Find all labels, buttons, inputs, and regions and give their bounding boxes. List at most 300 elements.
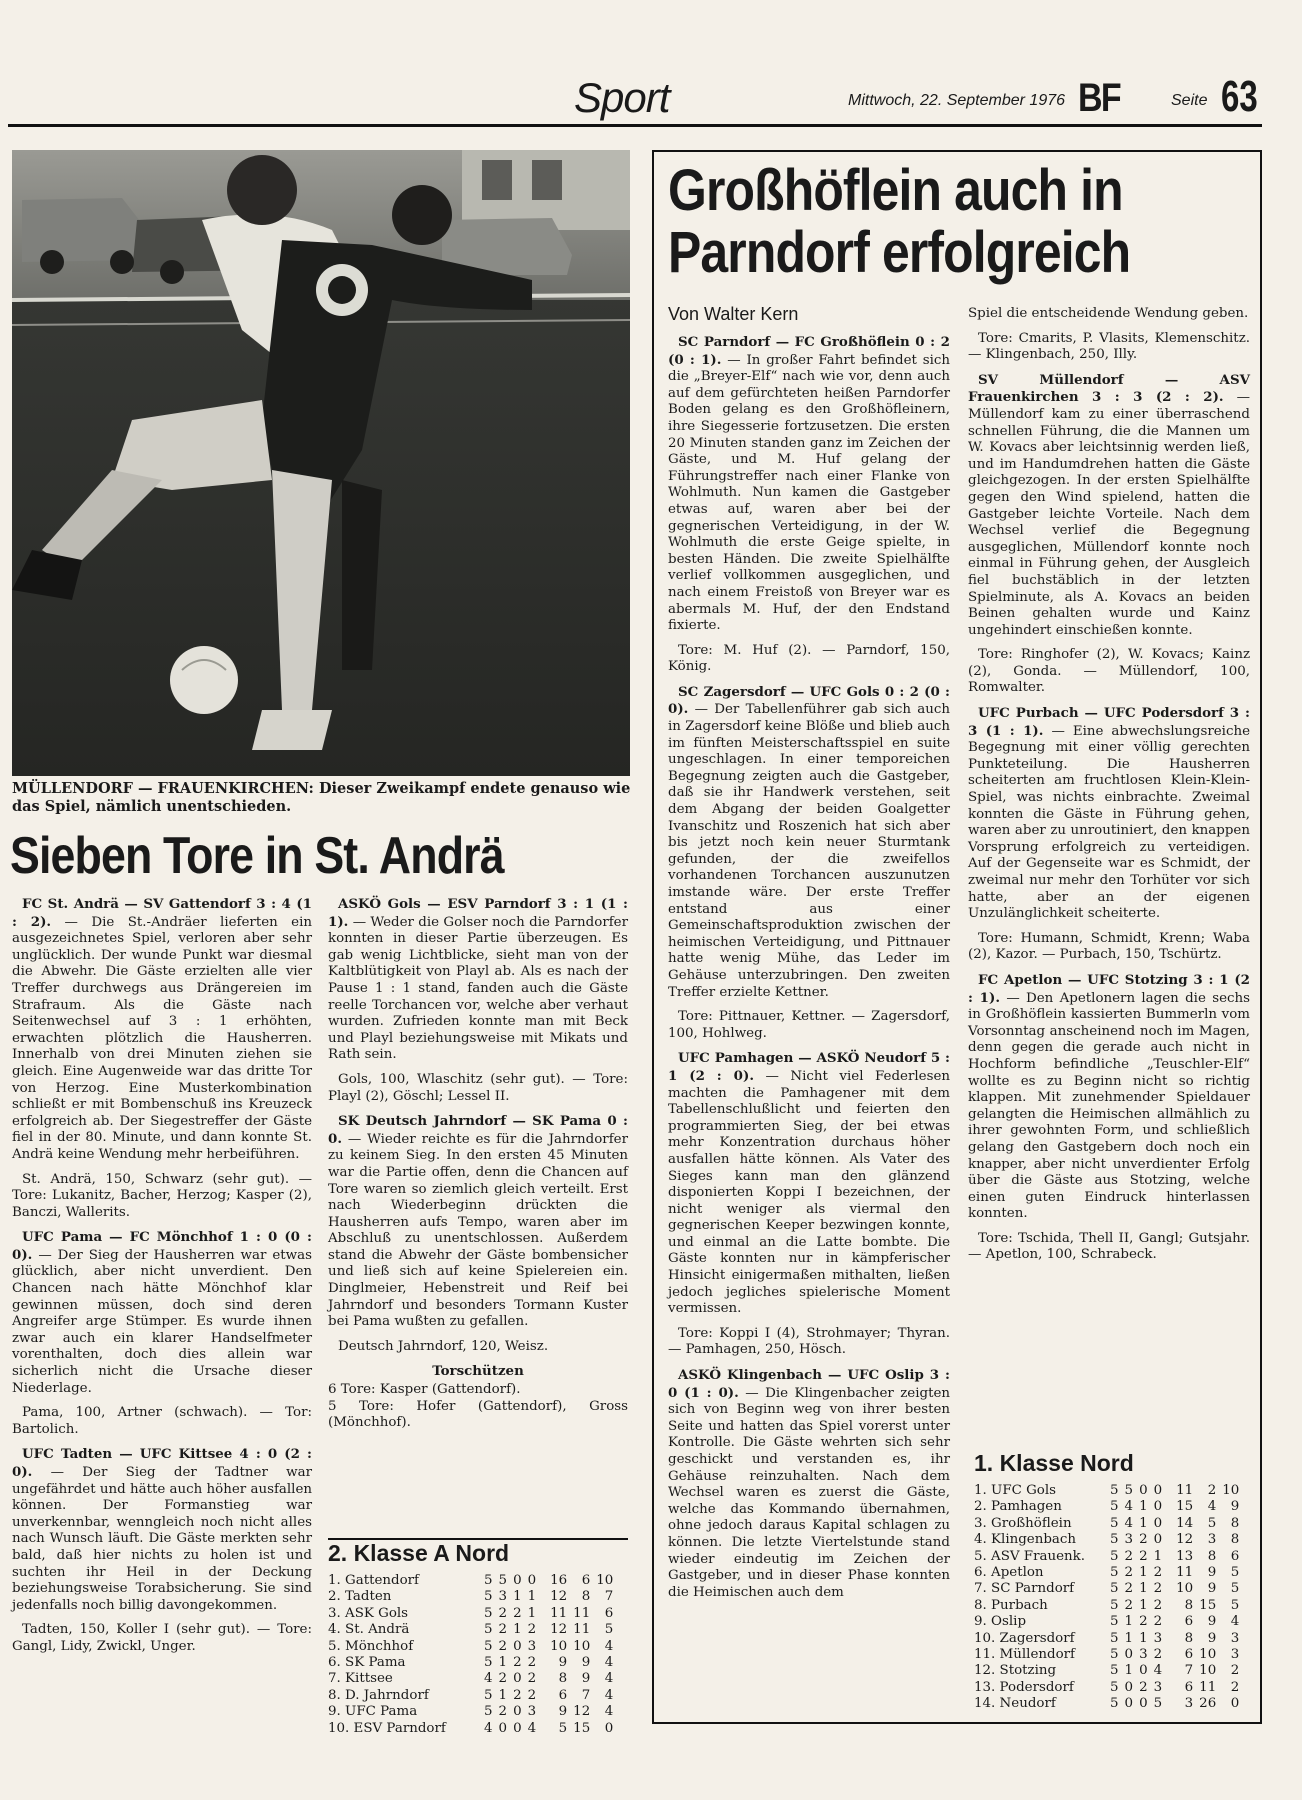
standings-value: 5 — [1110, 1532, 1119, 1548]
standings-value: 5 — [484, 1704, 493, 1720]
match-text: — Die St.-Andräer lieferten ein ausgezeichnetes Spiel, verloren aber sehr unglücklich. Der wunde Punkt war diesmal die Abwehr. Die Gäste erzielten alle vier Treffer durchwegs aus Drängereien im Strafraum. Als die Gäste nach Seitenwechsel auf 3 : 1 erhöhten, erwachten plötzlich die Hausherren. Innerhalb von drei Minuten ziehen sie gleich. Eine Augenweide war das dritte Tor von Herzog. Eine Musterkombination schließt er mit Bombenschuß ins Kreuzeck erfolgreich ab. Der Siegestreffer der Gäste fiel in der 80. Minute, und dann konnte St. Andrä keine Wendung mehr herbeiführen. — [12, 914, 313, 1162]
standings-value: 4 — [604, 1704, 614, 1720]
standings-value: 9 — [581, 1671, 591, 1687]
standings-row — [328, 1589, 613, 1605]
report-paragraph — [668, 684, 950, 1001]
standings-row — [974, 1532, 1239, 1548]
standings-value: 6 — [604, 1605, 614, 1621]
standings-value: 2 — [527, 1671, 537, 1687]
team-name: 6. SK Pama — [328, 1655, 406, 1671]
standings-value: 12 — [550, 1589, 568, 1605]
standings-value: 2 — [1139, 1679, 1148, 1695]
report-paragraph — [328, 1072, 628, 1105]
standings-value: 0 — [1124, 1647, 1134, 1663]
standings-value: 2 — [1153, 1647, 1163, 1663]
standings-value: 3 — [1230, 1647, 1240, 1663]
team-name: 7. SC Parndorf — [974, 1581, 1075, 1597]
standings-row — [328, 1688, 613, 1704]
match-header: FC St. Andrä — SV Gattendorf 3 : 4 (1 : 2). — [12, 896, 312, 930]
standings-value: 2 — [513, 1655, 522, 1671]
standings-value: 7 — [581, 1687, 591, 1703]
standings-value: 6 — [1230, 1548, 1240, 1564]
standings-value: 5 — [484, 1622, 493, 1638]
team-name: 9. Oslip — [974, 1614, 1027, 1630]
article-headline: Sieben Tore in St. Andrä — [10, 827, 504, 885]
page-number: 63 — [1221, 72, 1258, 121]
page-header — [8, 70, 1262, 127]
standings-row — [328, 1721, 613, 1737]
standings-value: 9 — [1207, 1614, 1217, 1630]
match-text: — Eine abwechslungsreiche Begegnung mit einer völlig gerechten Punkteteilung. Die Hausherren scheiterten am fruchtlosen Klein-Klein-Spiel, was nichts einbrachte. Zweimal konnten die Gäste in Führung gehen, waren aber zu unroutiniert, den knappen Vorsprung erfolgreich zu verteidigen. Auf der Gegenseite war es Schmidt, der zweimal nur mehr den Torhüter vor sich hatte, aber an der eigenen Unzulänglichkeit scheiterte. — [968, 723, 1250, 922]
standings-value: 2 — [1207, 1483, 1217, 1498]
standings-value: 4 — [484, 1720, 493, 1736]
standings-value: 0 — [513, 1704, 522, 1720]
match-text: Tore: Pittnauer, Kettner. — Zagersdorf, 100, Hohlweg. — [668, 1009, 950, 1041]
match-text: Tore: Cmarits, P. Vlasits, Klemenschitz. — Klingenbach, 250, Illy. — [968, 330, 1250, 363]
standings-value: 2 — [498, 1671, 508, 1687]
standings-value: 1 — [527, 1589, 537, 1605]
report-paragraph — [968, 1231, 1250, 1264]
standings-value: 4 — [1207, 1499, 1217, 1515]
standings-value: 3 — [527, 1638, 537, 1654]
article-headline: Großhöflein auch in Parndorf erfolgreich — [668, 158, 1131, 285]
standings-value: 0 — [527, 1573, 537, 1588]
standings-value: 5 — [484, 1605, 493, 1621]
standings-value: 0 — [513, 1720, 522, 1736]
standings-value: 2 — [527, 1655, 537, 1671]
match-text: — Wieder reichte es für die Jahrndorfer zu keinem Sieg. In den ersten 45 Minuten war die Partie offen, denn die Chancen auf Tore waren so ziemlich gleich verteilt. Erst nach Wiederbeginn drückten die Hausherren aufs Tempo, waren aber im Abschluß zu unentschlossen. Außerdem stand die Abwehr der Gäste bombensicher und ließ sich auf keine Spielereien ein. Dinglmeier, Hebenstreit und Reif bei Jahrndorf und besonders Tormann Kuster bei Pama wußten zu gefallen. — [328, 1131, 628, 1330]
standings-value: 0 — [1153, 1515, 1163, 1531]
standings-value: 11 — [1176, 1565, 1194, 1581]
team-name: 2. Pamhagen — [974, 1499, 1062, 1515]
standings-value: 9 — [581, 1655, 591, 1671]
topscorers-line: 6 Tore: Kasper (Gattendorf). — [328, 1382, 521, 1398]
standings-value: 10 — [550, 1638, 568, 1654]
article-column-middle — [328, 896, 628, 1432]
match-text: — Der Sieg der Hausherren war etwas glücklich, aber nicht unverdient. Den Chancen nach hätte Mönchhof klar gewinnen müssen, doch sind deren Angreifer arge Stümper. Es wurde ihnen zwar auch ein klarer Handselfmeter vorenthalten, doch dies allein war sicherlich nicht die Ursache dieser Niederlage. — [12, 1247, 312, 1396]
standings-value: 8 — [1230, 1532, 1240, 1548]
standings-value: 6 — [558, 1687, 568, 1703]
standings-value: 6 — [1184, 1679, 1194, 1695]
standings-value: 3 — [1124, 1532, 1134, 1548]
standings-value: 2 — [498, 1622, 508, 1638]
report-paragraph — [968, 931, 1250, 964]
league-title: 1. Klasse Nord — [974, 1450, 1134, 1476]
report-paragraph — [328, 896, 628, 1064]
caption-bold: MÜLLENDORF — FRAUENKIRCHEN: — [12, 780, 314, 797]
standings-value: 5 — [1110, 1515, 1119, 1531]
match-header: ASKÖ Klingenbach — UFC Oslip 3 : 0 (1 : 0). — [668, 1367, 950, 1401]
standings-value: 5 — [1230, 1565, 1240, 1581]
report-paragraph — [968, 331, 1250, 364]
standings-row — [328, 1622, 613, 1638]
report-paragraph — [12, 1622, 312, 1655]
standings-value: 0 — [1139, 1483, 1148, 1498]
standings-value: 0 — [1230, 1696, 1240, 1712]
standings-value: 0 — [1153, 1532, 1163, 1548]
team-name: 13. Podersdorf — [974, 1679, 1074, 1695]
standings-value: 4 — [604, 1671, 614, 1687]
standings-row — [974, 1680, 1239, 1696]
match-text: — Der Sieg der Tadtner war ungefährdet und hätte auch höher ausfallen können. Der Formanstieg war unverkennbar, wenngleich noch nicht alles nach Wunsch läuft. Die Gäste merkten sehr bald, daß hier nichts zu holen ist und suchten ihr Heil in der Deckung beziehungsweise Torabsicherung. Sie sind jedenfalls noch billig davongekommen. — [12, 1465, 312, 1613]
standings-value: 12 — [1176, 1532, 1194, 1548]
standings-value: 16 — [550, 1573, 568, 1588]
standings-value: 2 — [1124, 1548, 1134, 1564]
report-paragraph — [968, 647, 1250, 697]
standings-value: 6 — [1184, 1647, 1194, 1663]
standings-row — [974, 1581, 1239, 1597]
standings-value: 3 — [1230, 1630, 1240, 1646]
standings-value: 4 — [604, 1638, 614, 1654]
standings-value: 5 — [1124, 1483, 1134, 1498]
standings-value: 5 — [1110, 1581, 1119, 1597]
standings-value: 0 — [604, 1720, 614, 1736]
report-paragraph — [668, 643, 950, 676]
standings-value: 5 — [1230, 1581, 1240, 1597]
match-text: Gols, 100, Wlaschitz (sehr gut). — Tore: Playl (2), Göschl; Lessel II. — [328, 1071, 628, 1104]
standings-value: 2 — [1153, 1614, 1163, 1630]
standings-value: 2 — [513, 1605, 522, 1621]
standings-value: 5 — [484, 1638, 493, 1654]
report-paragraph — [12, 896, 312, 1164]
report-paragraph — [968, 972, 1250, 1223]
standings-value: 6 — [1184, 1614, 1194, 1630]
standings-value: 1 — [1139, 1597, 1148, 1613]
standings-value: 5 — [1110, 1565, 1119, 1581]
match-header: UFC Pamhagen — ASKÖ Neudorf 5 : 1 (2 : 0). — [668, 1050, 950, 1084]
standings-value: 5 — [604, 1622, 614, 1638]
standings-value: 7 — [1184, 1663, 1194, 1679]
standings-value: 8 — [1207, 1548, 1217, 1564]
team-name: 1. Gattendorf — [328, 1573, 420, 1588]
section-title: Sport — [574, 74, 670, 121]
standings-value: 5 — [484, 1655, 493, 1671]
standings-value: 5 — [1110, 1647, 1119, 1663]
standings-value: 1 — [1139, 1581, 1148, 1597]
report-paragraph — [968, 372, 1250, 640]
standings-value: 1 — [498, 1655, 508, 1671]
standings-value: 6 — [581, 1573, 591, 1588]
team-name: 5. ASV Frauenk. — [974, 1548, 1086, 1564]
team-name: 6. Apetlon — [974, 1565, 1044, 1581]
standings-value: 10 — [573, 1638, 591, 1654]
standings-value: 26 — [1199, 1696, 1217, 1712]
standings-value: 9 — [558, 1704, 568, 1720]
standings-value: 3 — [1184, 1696, 1194, 1712]
match-text: Pama, 100, Artner (schwach). — Tor: Bartolich. — [12, 1405, 312, 1437]
report-paragraph — [668, 334, 950, 635]
author-byline: Von Walter Kern — [668, 304, 799, 324]
standings-value: 4 — [604, 1655, 614, 1671]
standings-value: 1 — [513, 1622, 522, 1638]
standings-value: 2 — [1230, 1679, 1240, 1695]
standings-value: 15 — [1176, 1499, 1194, 1515]
standings-value: 1 — [1139, 1565, 1148, 1581]
standings-value: 0 — [1153, 1483, 1163, 1498]
standings-value: 1 — [1139, 1515, 1148, 1531]
match-header: UFC Purbach — UFC Podersdorf 3 : 3 (1 : 1). — [968, 705, 1250, 739]
standings-value: 2 — [513, 1687, 522, 1703]
team-name: 11. Müllendorf — [974, 1647, 1075, 1663]
team-name: 5. Mönchhof — [328, 1638, 414, 1654]
standings-value: 5 — [1153, 1696, 1163, 1712]
standings-value: 10 — [1199, 1647, 1217, 1663]
standings-value: 1 — [1124, 1614, 1134, 1630]
standings-value: 2 — [1124, 1565, 1134, 1581]
standings-value: 10 — [1222, 1483, 1240, 1498]
standings-value: 5 — [1230, 1597, 1240, 1613]
standings-row — [974, 1696, 1239, 1712]
match-header: SV Müllendorf — ASV Frauenkirchen 3 : 3 (2 : 2). — [968, 371, 1250, 406]
standings-value: 0 — [513, 1638, 522, 1654]
standings-table — [328, 1573, 613, 1737]
standings-value: 2 — [1139, 1548, 1148, 1564]
standings-value: 4 — [1124, 1499, 1134, 1515]
standings-value: 8 — [558, 1671, 568, 1687]
report-paragraph — [968, 705, 1250, 923]
standings-value: 0 — [1139, 1696, 1148, 1712]
match-text: — Weder die Golser noch die Parndorfer konnten in dieser Partie überzeugen. Es gab wenig Lichtblicke, sieht man von der Kaltblütigkeit von Playl ab. Als es nach der Pause 1 : 1 stand, fanden auch die Gäste reelle Torchancen vor, welche aber verhaut wurden. Zufrieden konnte man mit Beck und Playl beziehungsweise mit Mikats und Rath sein. — [328, 914, 628, 1063]
team-name: 9. UFC Pama — [328, 1704, 418, 1720]
report-paragraph — [668, 1050, 950, 1318]
standings-value: 1 — [527, 1605, 537, 1621]
standings-value: 2 — [1139, 1532, 1148, 1548]
standings-row — [328, 1573, 613, 1589]
match-text: Tore: Humann, Schmidt, Krenn; Waba (2), Kazor. — Purbach, 150, Tschürtz. — [968, 930, 1250, 963]
standings-value: 9 — [558, 1655, 568, 1671]
standings-value: 1 — [1139, 1630, 1148, 1646]
photo-caption — [12, 780, 632, 816]
standings-value: 5 — [1110, 1597, 1119, 1613]
standings-value: 5 — [1207, 1515, 1217, 1531]
standings-value: 8 — [1184, 1630, 1194, 1646]
standings-value: 8 — [1230, 1515, 1240, 1531]
standings-value: 7 — [604, 1589, 614, 1605]
page-label: Seite — [1171, 92, 1208, 109]
standings-value: 8 — [581, 1589, 591, 1605]
standings-value: 1 — [513, 1589, 522, 1605]
match-header: FC Apetlon — UFC Stotzing 3 : 1 (2 : 1). — [968, 971, 1250, 1006]
standings-value: 4 — [1153, 1663, 1163, 1679]
standings-value: 2 — [1153, 1565, 1163, 1581]
standings-value: 10 — [596, 1573, 614, 1588]
league-title: 2. Klasse A Nord — [328, 1538, 628, 1567]
report-paragraph — [968, 306, 1250, 323]
match-text: St. Andrä, 150, Schwarz (sehr gut). — Tore: Lukanitz, Bacher, Herzog; Kasper (2), Banczi, Wallerits. — [12, 1171, 312, 1220]
standings-row — [974, 1549, 1239, 1565]
standings-value: 1 — [498, 1687, 508, 1703]
standings-value: 12 — [573, 1704, 591, 1720]
standings-table — [974, 1483, 1239, 1713]
standings-row — [328, 1639, 613, 1655]
standings-value: 5 — [484, 1573, 493, 1588]
standings-value: 5 — [1110, 1614, 1119, 1630]
standings-row — [974, 1614, 1239, 1630]
standings-value: 5 — [484, 1589, 493, 1605]
match-header: SC Parndorf — FC Großhöflein 0 : 2 (0 : 1). — [668, 334, 950, 368]
standings-value: 1 — [1139, 1499, 1148, 1515]
match-text: Spiel die entscheidende Wendung geben. — [968, 306, 1249, 321]
standings-value: 11 — [573, 1622, 591, 1638]
caption-text: Dieser Zweikampf endete genauso wie das Spiel, nämlich unentschieden. — [12, 780, 631, 815]
standings-row — [974, 1516, 1239, 1532]
standings-value: 4 — [527, 1720, 537, 1736]
match-text: — Nicht viel Federlesen machten die Pamhagener mit dem Tabellenschlußlicht und feierten den programmierten Sieg, der bei etwas mehr Konzentration durchaus höher ausfallen hätte können. Als Vater des Sieges kann man den glänzend disponierten Koppi I bezeichnen, der nicht weniger als viermal den gegnerischen Keeper bezwingen konnte, und einmal an die Latte bombte. Die Gäste konnten nur in kämpferischer Hinsicht einigermaßen mithalten, ließen jedoch jegliches spielerische Moment vermissen. — [668, 1068, 950, 1317]
standings-value: 14 — [1176, 1515, 1194, 1531]
standings-value: 1 — [1153, 1548, 1163, 1564]
standings-value: 2 — [1124, 1597, 1134, 1613]
standings-value: 4 — [1230, 1614, 1240, 1630]
article-column-right-2 — [968, 306, 1250, 1272]
standings-row — [328, 1655, 613, 1671]
standings-row — [328, 1671, 613, 1687]
league-table-2a-nord — [328, 1532, 628, 1737]
standings-value: 5 — [484, 1687, 493, 1703]
team-name: 4. St. Andrä — [328, 1622, 410, 1638]
match-header: UFC Pama — FC Mönchhof 1 : 0 (0 : 0). — [12, 1229, 312, 1263]
standings-value: 5 — [498, 1573, 508, 1588]
standings-row — [974, 1499, 1239, 1515]
report-paragraph — [12, 1229, 312, 1397]
standings-value: 2 — [527, 1622, 537, 1638]
standings-value: 3 — [527, 1704, 537, 1720]
standings-value: 15 — [573, 1720, 591, 1736]
team-name: 3. ASK Gols — [328, 1605, 409, 1621]
team-name: 2. Tadten — [328, 1589, 392, 1605]
standings-value: 12 — [550, 1622, 568, 1638]
team-name: 7. Kittsee — [328, 1671, 393, 1687]
standings-value: 9 — [1207, 1581, 1217, 1597]
standings-value: 4 — [1124, 1515, 1134, 1531]
standings-value: 2 — [1139, 1614, 1148, 1630]
topscorers-line: 5 Tore: Hofer (Gattendorf), Gross (Mönchhof). — [328, 1398, 628, 1431]
team-name: 8. D. Jahrndorf — [328, 1687, 429, 1703]
match-text: — Der Tabellenführer gab sich auch in Zagersdorf keine Blöße und blieb auch im fünften Meisterschaftsspiel en suite ungeschlagen. In einer temporeichen Begegnung zeigten auch die Gastgeber, daß sie ihr Handwerk verstehen, seit dem Abgang der beiden Goalgetter Ivanschitz und Roszenich hat sich aber bis jetzt noch kein neuer Sturmtank gefunden, der die zweifellos vorhandenen Torchancen auszunutzen imstande wäre. Der erste Treffer entstand aus einer Gemeinschaftsproduktion zwischen der heimischen Verteidigung, und Pittnauer hatte wenig Mühe, das Leder im Gehäuse unterzubringen. Den zweiten Treffer erzielte Kettner. — [668, 702, 950, 1000]
team-name: 8. Purbach — [974, 1597, 1048, 1613]
match-text: — Den Apetlonern lagen die sechs in Großhöflein kassierten Bummerln vom Vorsonntag anscheinend noch im Magen, denn gegen die gerade auch nicht in Hochform befindliche „Teuschler-Elf“ wollte es zu Beginn nicht so richtig klappen. Mit zunehmender Spieldauer gelangten die Heimischen allmählich zu ihrer gewohnten Form, und schließlich gelang den Gastgebern doch noch ein knapper, aber nicht unverdienter Erfolg über die Gäste aus Stotzing, welche einen guten Eindruck hinterlassen konnten. — [968, 990, 1250, 1222]
match-text: Tore: Tschida, Thell II, Gangl; Gutsjahr. — Apetlon, 100, Schrabeck. — [968, 1230, 1250, 1263]
standings-value: 11 — [550, 1605, 568, 1621]
standings-row — [974, 1663, 1239, 1679]
match-text: — Die Klingenbacher zeigten sich von Beginn weg von ihrer besten Seite und hatten das Spiel vorerst unter Kontrolle. Die Gäste wehrten sich sehr geschickt und verstanden es, ihr Gehäuse reinzuhalten. Nach dem Wechsel waren es zuerst die Gäste, welche das Kommando übernahmen, ohne jedoch daraus Kapital schlagen zu können. Die letzte Viertelstunde stand wieder eindeutig im Zeichen der Gastgeber, und in dieser Phase konnten die Heimischen auch dem — [668, 1385, 951, 1600]
report-paragraph — [12, 1446, 312, 1614]
article-column-right-1 — [668, 334, 950, 1609]
match-text: — Müllendorf kam zu einer überraschend schnellen Führung, die die Mannen um W. Kovacs aber leichtsinnig werden ließ, und im Handumdrehen hatten die Gäste gleichgezogen. In der ersten Spielhälfte gegen den Wind spielend, hatten die Gastgeber leichte Vorteile. Nach dem Wechsel verlief die Begegnung ausgeglichen, Müllendorf konnte noch einmal in Führung gehen, der Ausgleich fiel buchstäblich in der letzten Spielminute, als A. Kovacs an beiden Beinen gehalten wurde und Kainz ungehindert einschießen konnte. — [968, 390, 1250, 638]
match-text: Tore: Koppi I (4), Strohmayer; Thyran. — Pamhagen, 250, Hösch. — [668, 1325, 950, 1358]
standings-value: 2 — [498, 1605, 508, 1621]
match-photo — [12, 150, 630, 776]
standings-value: 0 — [513, 1573, 522, 1588]
standings-value: 3 — [1139, 1647, 1148, 1663]
standings-value: 0 — [1139, 1663, 1148, 1679]
standings-row — [974, 1647, 1239, 1663]
report-paragraph — [12, 1172, 312, 1222]
standings-value: 5 — [1110, 1483, 1119, 1498]
match-header: SK Deutsch Jahrndorf — SK Pama 0 : 0. — [328, 1113, 628, 1147]
team-name: 14. Neudorf — [974, 1696, 1056, 1712]
match-text: Tore: Ringhofer (2), W. Kovacs; Kainz (2), Gonda. — Müllendorf, 100, Romwalter. — [968, 647, 1250, 696]
standings-value: 10 — [1199, 1663, 1217, 1679]
standings-value: 5 — [1110, 1499, 1119, 1515]
standings-value: 9 — [1207, 1565, 1217, 1581]
standings-value: 9 — [1230, 1499, 1240, 1515]
standings-value: 5 — [1110, 1679, 1119, 1695]
standings-row — [328, 1704, 613, 1720]
standings-value: 3 — [1153, 1679, 1163, 1695]
team-name: 4. Klingenbach — [974, 1532, 1077, 1548]
standings-value: 2 — [498, 1638, 508, 1654]
standings-value: 2 — [527, 1687, 537, 1703]
report-paragraph — [668, 1009, 950, 1042]
match-header: SC Zagersdorf — UFC Gols 0 : 2 (0 : 0). — [668, 683, 950, 718]
standings-row — [974, 1631, 1239, 1647]
standings-value: 11 — [1176, 1483, 1194, 1498]
standings-value: 3 — [498, 1589, 508, 1605]
standings-value: 3 — [1207, 1532, 1217, 1548]
standings-value: 4 — [604, 1687, 614, 1703]
match-text: — In großer Fahrt befindet sich die „Breyer-Elf“ nach wie vor, denn auch auf dem gefürchteten heißen Parndorfer Boden gelang es den Großhöfleinern, ihre Siegesserie fortzusetzen. Die ersten 20 Minuten standen ganz im Zeichen der Gäste, und M. Huf gelang der Führungstreffer nach einer Flanke von Wohlmuth. Nun kamen die Gastgeber etwas auf, waren aber bei der gegnerischen Verteidigung, in der W. Wohlmuth die erste Geige spielte, in besten Händen. Die zweite Spielhälfte verlief vollkommen ausgeglichen, und nach einem Freistoß von Breyer war es abermals M. Huf, der den Endstand fixierte. — [668, 352, 950, 634]
team-name: 3. Großhöflein — [974, 1515, 1072, 1531]
team-name: 1. UFC Gols — [974, 1483, 1057, 1498]
standings-value: 2 — [1153, 1597, 1163, 1613]
standings-value: 0 — [1124, 1679, 1134, 1695]
standings-value: 5 — [1110, 1630, 1119, 1646]
standings-value: 1 — [1124, 1630, 1134, 1646]
newspaper-logo: BF — [1078, 76, 1120, 120]
standings-value: 2 — [1124, 1581, 1134, 1597]
match-text: Deutsch Jahrndorf, 120, Weisz. — [338, 1338, 549, 1354]
standings-value: 4 — [484, 1671, 493, 1687]
football-players-image — [12, 150, 630, 776]
team-name: 12. Stotzing — [974, 1663, 1057, 1679]
standings-value: 10 — [1176, 1581, 1194, 1597]
standings-value: 1 — [1124, 1663, 1134, 1679]
standings-value: 5 — [1110, 1663, 1119, 1679]
standings-value: 0 — [513, 1671, 522, 1687]
standings-value: 0 — [1153, 1499, 1163, 1515]
article-column-left — [12, 896, 312, 1664]
standings-value: 5 — [1110, 1548, 1119, 1564]
standings-value: 0 — [1124, 1696, 1134, 1712]
standings-value: 9 — [1207, 1630, 1217, 1646]
match-header: ASKÖ Gols — ESV Parndorf 3 : 1 (1 : 1). — [328, 896, 628, 930]
standings-row — [974, 1483, 1239, 1499]
standings-value: 11 — [1199, 1679, 1217, 1695]
standings-value: 11 — [573, 1605, 591, 1621]
standings-value: 8 — [1184, 1597, 1194, 1613]
topscorers-block — [328, 1363, 628, 1431]
standings-value: 0 — [498, 1720, 508, 1736]
standings-value: 2 — [1230, 1663, 1240, 1679]
standings-row — [974, 1565, 1239, 1581]
match-header: UFC Tadten — UFC Kittsee 4 : 0 (2 : 0). — [12, 1446, 312, 1480]
report-paragraph — [328, 1113, 628, 1331]
standings-value: 3 — [1153, 1630, 1163, 1646]
issue-date: Mittwoch, 22. September 1976 — [848, 92, 1066, 109]
standings-row — [974, 1598, 1239, 1614]
standings-value: 5 — [1110, 1696, 1119, 1712]
team-name: 10. Zagersdorf — [974, 1630, 1075, 1646]
standings-value: 2 — [1153, 1581, 1163, 1597]
standings-value: 2 — [498, 1704, 508, 1720]
match-text: Tadten, 150, Koller I (sehr gut). — Tore: Gangl, Lidy, Zwickl, Unger. — [12, 1622, 312, 1654]
report-paragraph — [668, 1367, 950, 1601]
standings-row — [328, 1606, 613, 1622]
standings-value: 5 — [558, 1720, 568, 1736]
team-name: 10. ESV Parndorf — [328, 1720, 446, 1736]
report-paragraph — [328, 1339, 628, 1356]
league-table-1-nord — [974, 1444, 1250, 1713]
